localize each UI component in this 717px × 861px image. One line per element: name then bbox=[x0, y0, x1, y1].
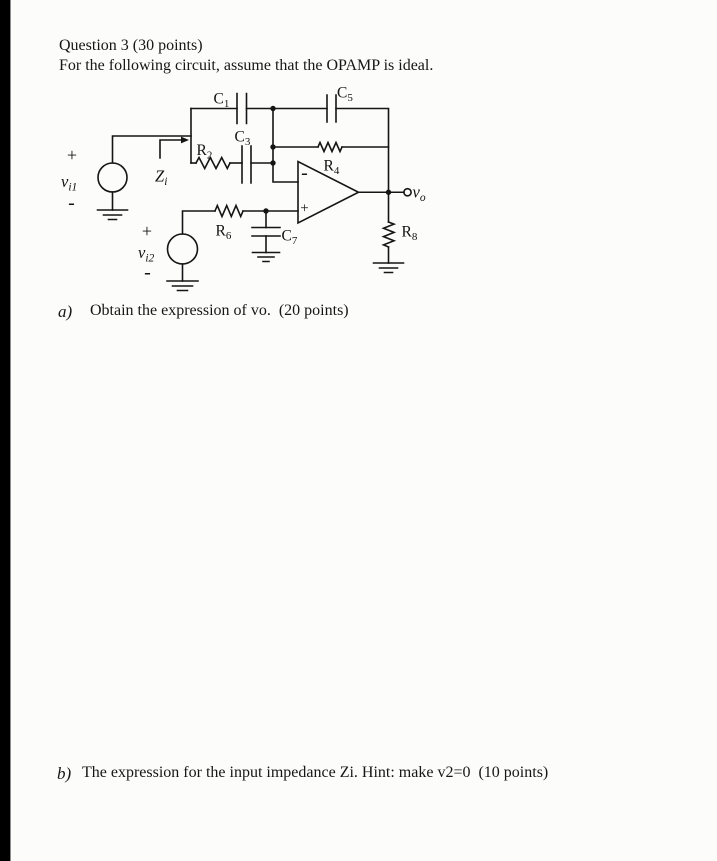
label-c1: $C_1$ bbox=[213, 90, 230, 110]
r8-ground-icon bbox=[374, 263, 404, 273]
vi2-source-circle bbox=[168, 234, 198, 264]
node-dot bbox=[270, 106, 275, 111]
question-intro: For the following circuit, assume that the OPAMP is ideal. bbox=[59, 57, 434, 74]
inverting-input-wire bbox=[273, 109, 298, 183]
label-c7: $C_7$ bbox=[281, 227, 298, 247]
label-zi: $Z_i$ bbox=[155, 166, 168, 188]
label-r8: $R_8$ bbox=[401, 223, 418, 243]
c7-ground-icon bbox=[253, 253, 280, 262]
node-dot bbox=[386, 190, 391, 195]
branch-c5 bbox=[273, 85, 389, 193]
vi1-ground-icon bbox=[98, 210, 128, 220]
node-dot bbox=[270, 160, 275, 165]
vi1-minus-sign: - bbox=[68, 192, 75, 214]
label-r2: $R_2$ bbox=[196, 142, 213, 162]
c7-capacitor-icon bbox=[252, 228, 280, 237]
vo-terminal-icon bbox=[404, 189, 411, 196]
r4-resistor-icon bbox=[318, 143, 342, 152]
source-vi1 bbox=[61, 136, 191, 220]
vi2-minus-sign: - bbox=[144, 261, 151, 284]
vi1-plus-sign: + bbox=[66, 145, 78, 165]
branch-r2-c3 bbox=[191, 129, 273, 184]
zi-marker bbox=[155, 137, 189, 188]
zi-arrow-head-icon bbox=[181, 137, 189, 144]
vi1-source-circle bbox=[98, 163, 127, 192]
c3-capacitor-icon bbox=[242, 146, 251, 183]
item-a-text: Obtain the expression of vo. (20 points) bbox=[90, 302, 349, 319]
zi-arrow-line bbox=[160, 140, 181, 158]
label-c5: $C_5$ bbox=[337, 84, 353, 104]
c5-capacitor-icon bbox=[327, 95, 336, 122]
r6-resistor-icon bbox=[215, 206, 243, 217]
r6-left-wire bbox=[183, 211, 216, 234]
scan-edge-strip bbox=[0, 0, 11, 861]
opamp-plus-sign: + bbox=[300, 200, 309, 217]
label-vi2: $v_{i2}$ bbox=[138, 243, 155, 265]
c1-capacitor-icon bbox=[237, 94, 247, 124]
label-r6: $R_6$ bbox=[215, 222, 232, 242]
label-vi1: $v_{i1}$ bbox=[61, 172, 78, 194]
label-r4: $R_4$ bbox=[323, 157, 340, 177]
output-network bbox=[359, 183, 426, 273]
opamp-minus-sign: - bbox=[301, 162, 308, 184]
question-heading: Question 3 (30 points) bbox=[59, 37, 203, 54]
circuit-diagram bbox=[40, 82, 460, 304]
c5-right-wire bbox=[336, 109, 389, 193]
vi2-plus-sign: + bbox=[141, 221, 153, 241]
node-dot bbox=[270, 144, 275, 149]
item-b-text: The expression for the input impedance Zi. Hint: make v2=0 (10 points) bbox=[82, 764, 549, 781]
branch-r6-c7 bbox=[183, 206, 299, 262]
label-vo: $v_o$ bbox=[412, 182, 426, 204]
r2-resistor-icon bbox=[196, 158, 230, 169]
branch-r4 bbox=[273, 143, 389, 178]
item-a-label: a) bbox=[58, 302, 73, 321]
r8-resistor-icon bbox=[384, 222, 395, 247]
node-dot bbox=[263, 208, 268, 213]
source-vi2 bbox=[138, 221, 198, 291]
vi2-ground-icon bbox=[167, 281, 198, 291]
label-c3: $C_3$ bbox=[234, 128, 251, 148]
item-b-label: b) bbox=[57, 764, 72, 783]
